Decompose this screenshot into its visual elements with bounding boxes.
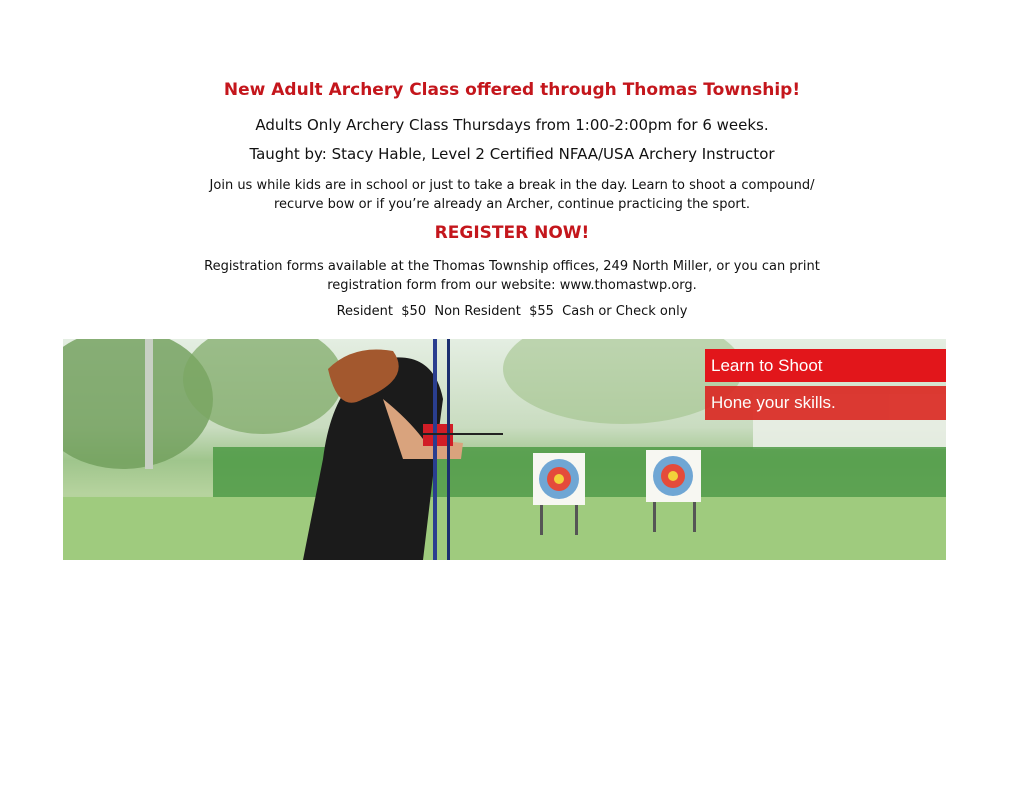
learn-to-shoot-tag: Learn to Shoot [705, 349, 946, 382]
registration-info [0, 257, 1024, 295]
archery-banner-photo [63, 339, 946, 560]
register-now-heading: REGISTER NOW! [434, 223, 590, 243]
description [0, 176, 1024, 214]
class-schedule: Adults Only Archery Class Thursdays from 1:00-2:00pm for 6 weeks. [255, 116, 769, 134]
hone-your-skills-tag: Hone your skills. [705, 386, 946, 420]
registration-line-1: Registration forms available at the Thomas Township offices, 249 North Miller, or you can print [204, 259, 820, 274]
description-line-2: recurve bow or if you’re already an Archer, continue practicing the sport. [274, 197, 750, 212]
description-line-1: Join us while kids are in school or just to take a break in the day. Learn to shoot a compound/ [209, 178, 815, 193]
instructor-line: Taught by: Stacy Hable, Level 2 Certified NFAA/USA Archery Instructor [249, 145, 775, 163]
pricing-line: Resident $50 Non Resident $55 Cash or Check only [336, 304, 688, 319]
registration-line-2: registration form from our website: www.thomastwp.org. [327, 278, 697, 293]
flyer-headline: New Adult Archery Class offered through Thomas Township! [223, 80, 801, 100]
